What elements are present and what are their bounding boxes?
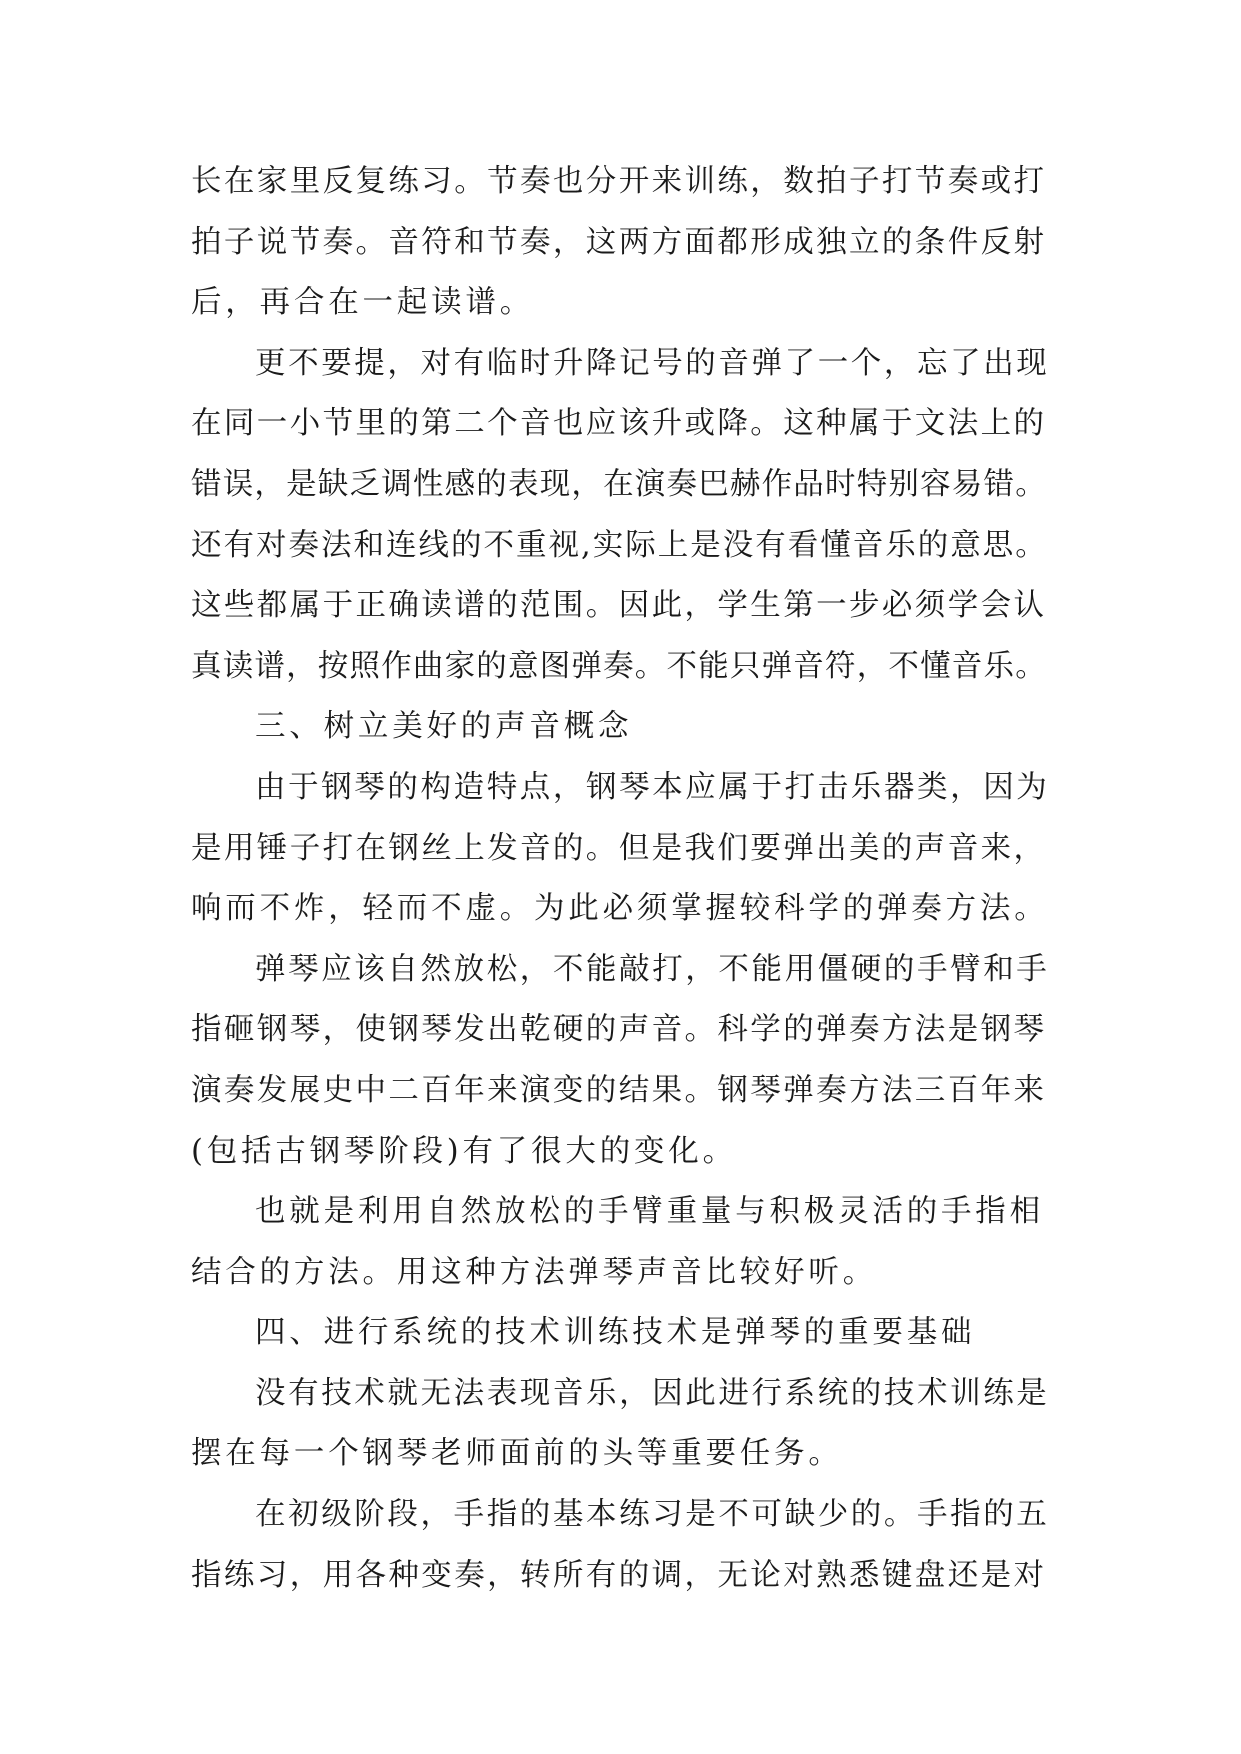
text-line: 是用锤子打在钢丝上发音的。但是我们要弹出美的声音来， <box>191 830 1047 866</box>
text-line: 指练习，用各种变奏，转所有的调，无论对熟悉键盘还是对 <box>191 1557 1047 1593</box>
text-line: 在同一小节里的第二个音也应该升或降。这种属于文法上的 <box>191 406 1047 442</box>
text-line: 四、进行系统的技术训练技术是弹琴的重要基础 <box>255 1315 976 1351</box>
text-line: 真读谱，按照作曲家的意图弹奏。不能只弹音符，不懂音乐。 <box>191 648 1047 684</box>
document-body <box>191 152 1051 1606</box>
text-line: 由于钢琴的构造特点，钢琴本应属于打击乐器类，因为 <box>255 769 1050 805</box>
text-line: 在初级阶段，手指的基本练习是不可缺少的。手指的五 <box>255 1497 1050 1533</box>
text-line: 长在家里反复练习。节奏也分开来训练，数拍子打节奏或打 <box>191 164 1047 199</box>
text-line: 拍子说节奏。音符和节奏，这两方面都形成独立的条件反射 <box>191 224 1047 260</box>
text-line: 还有对奏法和连线的不重视,实际上是没有看懂音乐的意思。 <box>191 527 1048 563</box>
text-line: 这些都属于正确读谱的范围。因此，学生第一步必须学会认 <box>191 588 1047 624</box>
text-line: 演奏发展史中二百年来演变的结果。钢琴弹奏方法三百年来 <box>191 1072 1047 1108</box>
text-line: 没有技术就无法表现音乐，因此进行系统的技术训练是 <box>255 1375 1050 1411</box>
text-line: 弹琴应该自然放松，不能敲打，不能用僵硬的手臂和手 <box>255 951 1050 987</box>
text-line: 错误，是缺乏调性感的表现，在演奏巴赫作品时特别容易错。 <box>191 466 1047 502</box>
text-line: 响而不炸，轻而不虚。为此必须掌握较科学的弹奏方法。 <box>191 891 1049 927</box>
text-line: 三、树立美好的声音概念 <box>255 709 633 745</box>
text-line: 摆在每一个钢琴老师面前的头等重要任务。 <box>191 1436 843 1472</box>
text-line: 也就是利用自然放松的手臂重量与积极灵活的手指相 <box>255 1194 1044 1230</box>
text-line: 更不要提，对有临时升降记号的音弹了一个，忘了出现 <box>255 345 1050 381</box>
text-line: 后，再合在一起读谱。 <box>191 285 534 321</box>
text-line: 结合的方法。用这种方法弹琴声音比较好听。 <box>191 1254 877 1290</box>
text-line: (包括古钢琴阶段)有了很大的变化。 <box>191 1133 737 1169</box>
text-line: 指砸钢琴，使钢琴发出乾硬的声音。科学的弹奏方法是钢琴 <box>191 1012 1047 1048</box>
